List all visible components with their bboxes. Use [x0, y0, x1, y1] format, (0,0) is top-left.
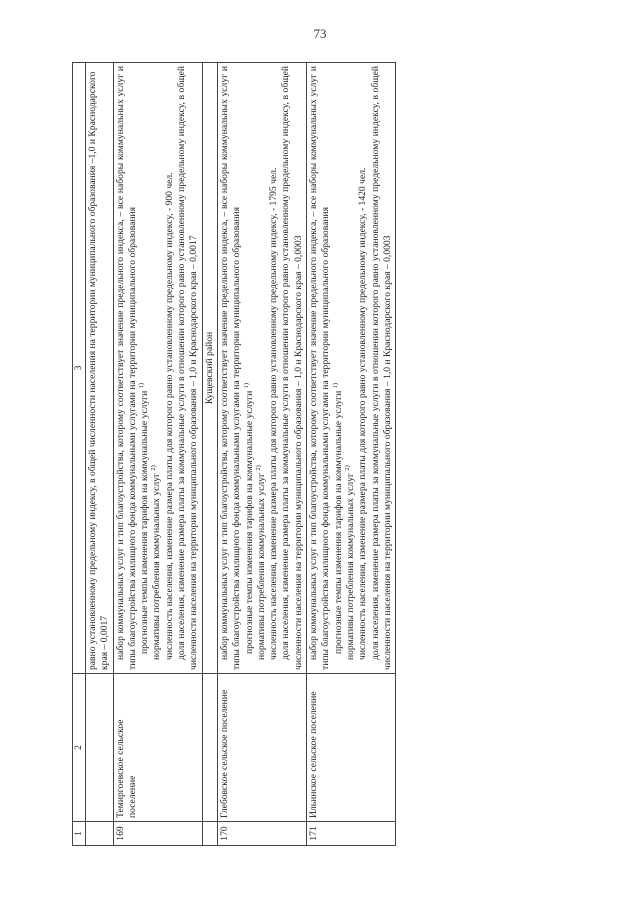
para-norms: нормативы потребления коммунальных услуг $^{2)}$: [343, 465, 356, 660]
district-row: [202, 63, 217, 846]
para-share: доля населения, изменение размера платы за коммунальные услуги в отношении которого равно установленному предельному индексу, в общей численности населения на территории муниципального образования – 1,0 и Краснодарского края – 0,0003: [280, 66, 304, 670]
row-description: [113, 63, 202, 674]
para-population: численность населения, изменение размера платы для которого равно установленному предельному индексу, - 1420 чел.: [357, 167, 369, 660]
continuation-text: равно установленному предельному индексу, в общей численности населения на территории муниципального образования –1,0 и Краснодарского края – 0,0017: [86, 63, 114, 674]
para-share: доля населения, изменение размера платы за коммунальные услуги в отношении которого равно установленному предельному индексу, в общей численности населения на территории муниципального образования – 1,0 и Краснодарского края – 0,0017: [176, 66, 200, 670]
header-col-1: 1: [73, 822, 86, 846]
row-number: 169: [113, 822, 202, 846]
table-row: [217, 63, 306, 846]
para-tariffs: прогнозные темпы изменения тарифов на коммунальные услуги $^{1)}$: [138, 382, 151, 654]
settlement-name: Темиргоевское сельское поселение: [113, 674, 202, 822]
header-col-3: 3: [73, 63, 86, 674]
row-description: [307, 63, 396, 674]
para-norms: нормативы потребления коммунальных услуг $^{2)}$: [254, 465, 267, 660]
row-number: 170: [217, 822, 306, 846]
table-row: [307, 63, 396, 846]
para-set: набор коммунальных услуг и тип благоустройства, которому соответствует значение предельного индекса, – все наборы коммунальных услуг и типы благоустройства жилищного фонда коммунальными услугами на территории муниципального образования: [218, 66, 243, 670]
header-row: [73, 63, 86, 846]
page-number: 73: [313, 26, 327, 41]
para-set: набор коммунальных услуг и тип благоустройства, которому соответствует значение предельного индекса, – все наборы коммунальных услуг и типы благоустройства жилищного фонда коммунальными услугами на территории муниципального образования: [114, 66, 138, 670]
index-table: [72, 62, 396, 846]
rotated-table-area: [72, 62, 592, 846]
district-name: Кущевский район: [202, 63, 217, 674]
para-population: численность населения, изменение размера платы для которого равно установленному предельному индексу, - 900 чел.: [163, 172, 175, 660]
para-population: численность населения, изменение размера платы для которого равно установленному предельному индексу, - 1795 чел.: [268, 167, 280, 660]
para-tariffs: прогнозные темпы изменения тарифов на коммунальные услуги $^{1)}$: [331, 382, 344, 654]
row-description: [217, 63, 306, 674]
para-set: набор коммунальных услуг и тип благоустройства, которому соответствует значение предельного индекса, – все наборы коммунальных услуг и типы благоустройства жилищного фонда коммунальными услугами на территории муниципального образования: [308, 66, 332, 670]
para-tariffs: прогнозные темпы изменения тарифов на коммунальные услуги $^{1)}$: [242, 382, 255, 654]
continuation-row: [86, 63, 114, 846]
row-number: 171: [307, 822, 396, 846]
para-share: доля населения, изменение размера платы за коммунальные услуги в отношении которого равно установленному предельному индексу, в общей численности населения на территории муниципального образования – 1,0 и Краснодарского края – 0,0003: [369, 66, 393, 670]
para-norms: нормативы потребления коммунальных услуг $^{2)}$: [150, 465, 163, 660]
settlement-name: Ильинское сельское поселение: [307, 674, 396, 822]
header-col-2: 2: [73, 674, 86, 822]
table-row: [113, 63, 202, 846]
settlement-name: Глебовское сельское поселение: [217, 674, 306, 822]
